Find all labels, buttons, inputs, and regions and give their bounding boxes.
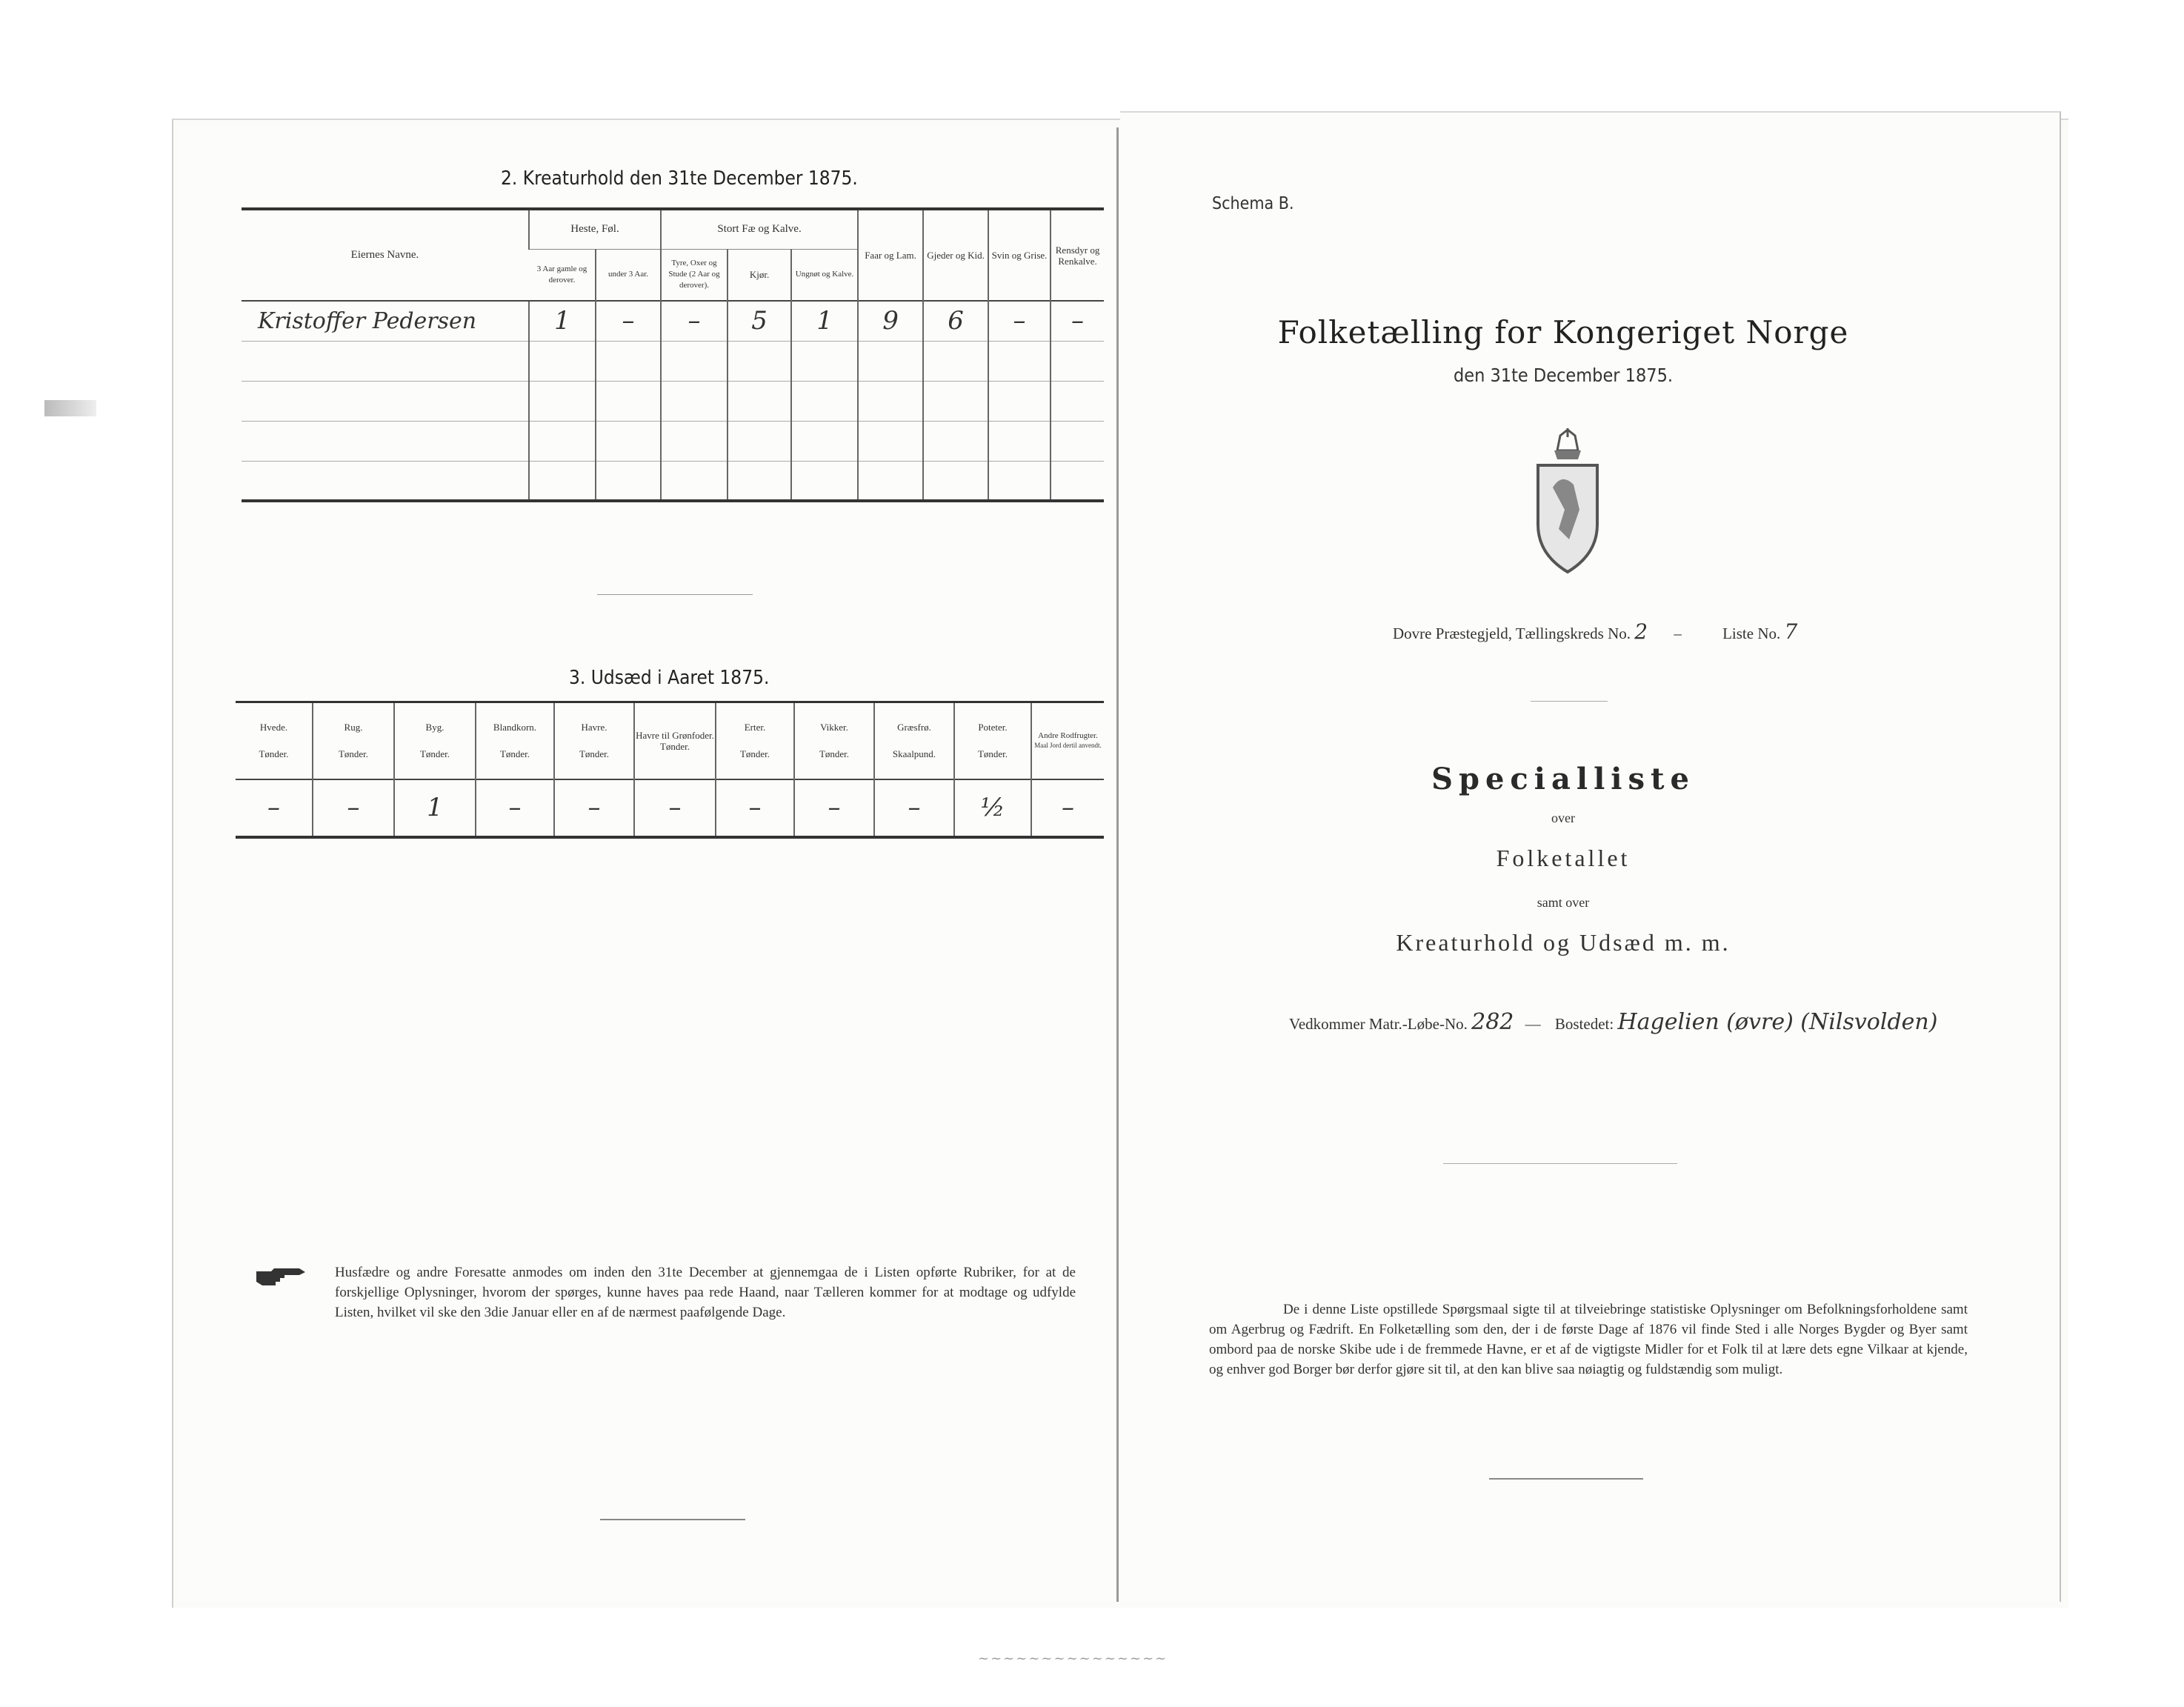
district-line: Dovre Præstegjeld, Tællingskreds No. 2 – Liste No. 7: [1393, 619, 1798, 644]
over-text: over: [1551, 811, 1575, 825]
archive-stamp-mark: ~~~~~~~~~~~~~~~: [978, 1651, 1168, 1666]
header-heste-3aar: 3 Aar gamle og derover.: [536, 264, 587, 284]
col-rug: Rug. Tønder.: [313, 702, 394, 779]
value-cell: –: [794, 779, 874, 837]
header-gjeder: Gjeder og Kid.: [923, 209, 988, 301]
header-heste: Heste, Føl.: [529, 209, 661, 249]
footnote-text: De i denne Liste opstillede Spørgsmaal sigte til at tilveiebringe statistiske Oplysninger om Befolkningsforholdene samt om Agerbrug og Fædrift. En Folketælling som den, der i de første Dage af 1876 vil finde Sted i alle Norges Bygder og Byer samt ombord paa de norske Skibe ude i de fremmede Havne, er et af de vigtigste Midler for et Folk til at lære dets egne Vilkaar at kjende, og enhver god Borger bør derfor gjøre sit til, at den kan blive saa nøiagtig og fuldstændig som muligt.: [1209, 1302, 1968, 1377]
header-rensdyr: Rensdyr og Renkalve.: [1051, 209, 1104, 301]
liste-number: 7: [1784, 619, 1798, 644]
samt-over-text: samt over: [1537, 895, 1590, 910]
col-byg: Byg. Tønder.: [394, 702, 476, 779]
section2-title: 2. Kreaturhold den 31te December 1875.: [501, 167, 858, 190]
value-cell: 6: [923, 301, 988, 341]
header-stort-fae: Stort Fæ og Kalve.: [661, 209, 858, 249]
value-cell: ½: [954, 779, 1031, 837]
value-cell: –: [716, 779, 794, 837]
divider: [597, 594, 753, 595]
value-cell: –: [661, 301, 728, 341]
table-row: [242, 461, 1104, 501]
census-date: den 31te December 1875.: [1453, 365, 1674, 386]
value-cell: –: [596, 301, 661, 341]
section3-title: 3. Udsæd i Aaret 1875.: [569, 667, 770, 689]
header-kjor: Kjør.: [728, 249, 791, 301]
value-cell: –: [476, 779, 554, 837]
value-cell: 5: [728, 301, 791, 341]
specialliste-heading: Specialliste: [1431, 762, 1695, 796]
value-cell: 1: [394, 779, 476, 837]
divider: [1531, 701, 1608, 702]
col-havre: Havre. Tønder.: [554, 702, 634, 779]
table-row: [236, 779, 1104, 837]
header-heste-under: under 3 Aar.: [596, 249, 661, 301]
scan-edge-mark: [44, 400, 96, 416]
col-graesfro: Græsfrø. Skaalpund.: [874, 702, 954, 779]
divider: [1443, 1163, 1677, 1164]
bosted-value: Hagelien (øvre) (Nilsvolden): [1617, 1009, 1938, 1035]
kreaturhold-heading: Kreaturhold og Udsæd m. m.: [1396, 929, 1731, 956]
value-cell: –: [874, 779, 954, 837]
table-row: [242, 421, 1104, 461]
header-faar: Faar og Lam.: [858, 209, 923, 301]
table-row: [242, 381, 1104, 421]
value-cell: 1: [529, 301, 596, 341]
kreds-number: 2: [1634, 619, 1648, 644]
header-tyre: Tyre, Oxer og Stude (2 Aar og derover).: [661, 249, 728, 301]
header-svin: Svin og Grise.: [988, 209, 1051, 301]
value-cell: –: [1031, 779, 1104, 837]
col-havre-gronfoder: Havre til Grønfoder. Tønder.: [634, 702, 716, 779]
schema-label: Schema B.: [1212, 194, 1294, 213]
owner-name-cell: Kristoffer Pedersen: [242, 301, 529, 341]
col-vikker: Vikker. Tønder.: [794, 702, 874, 779]
value-cell: 1: [791, 301, 858, 341]
value-cell: –: [236, 779, 313, 837]
folketallet-heading: Folketallet: [1496, 845, 1631, 871]
livestock-table: [242, 207, 1104, 502]
value-cell: –: [1051, 301, 1104, 341]
matr-number: 282: [1471, 1009, 1514, 1035]
page-title: Folketælling for Kongeriget Norge: [1277, 314, 1849, 350]
value-cell: 9: [858, 301, 923, 341]
value-cell: –: [554, 779, 634, 837]
header-owner: Eiernes Navne.: [242, 209, 529, 301]
table-row: [242, 301, 1104, 341]
value-cell: –: [313, 779, 394, 837]
header-ungnot: Ungnøt og Kalve.: [791, 249, 858, 301]
table-row: [242, 341, 1104, 381]
coat-of-arms-icon: [1532, 428, 1603, 573]
notice-text: Husfædre og andre Foresatte anmodes om inden den 31te December at gjennemgaa de i Listen opførte Rubriker, for at de forskjellige Oplysninger, hvorom der spørges, kunne haves paa rede Haand, naar Tælleren kommer for at modtage og udfylde Listen, hvilket vil ske den 3die Januar eller en af de nærmest paafølgende Dage.: [335, 1265, 1076, 1320]
col-erter: Erter. Tønder.: [716, 702, 794, 779]
sowing-table: [236, 701, 1104, 839]
col-andre-rodfrugter: Andre Rodfrugter. Maal Jord dertil anvendt.: [1031, 702, 1104, 779]
col-blandkorn: Blandkorn. Tønder.: [476, 702, 554, 779]
col-hvede: Hvede. Tønder.: [259, 721, 289, 759]
col-poteter: Poteter. Tønder.: [954, 702, 1031, 779]
matrikkel-line: Vedkommer Matr.-Løbe-No. 282 — Bostedet: Hagelien (øvre) (Nilsvolden): [1289, 1009, 1938, 1035]
divider: [1489, 1478, 1643, 1480]
value-cell: –: [634, 779, 716, 837]
pointing-hand-icon: [255, 1265, 307, 1288]
divider: [600, 1519, 745, 1520]
value-cell: –: [988, 301, 1051, 341]
